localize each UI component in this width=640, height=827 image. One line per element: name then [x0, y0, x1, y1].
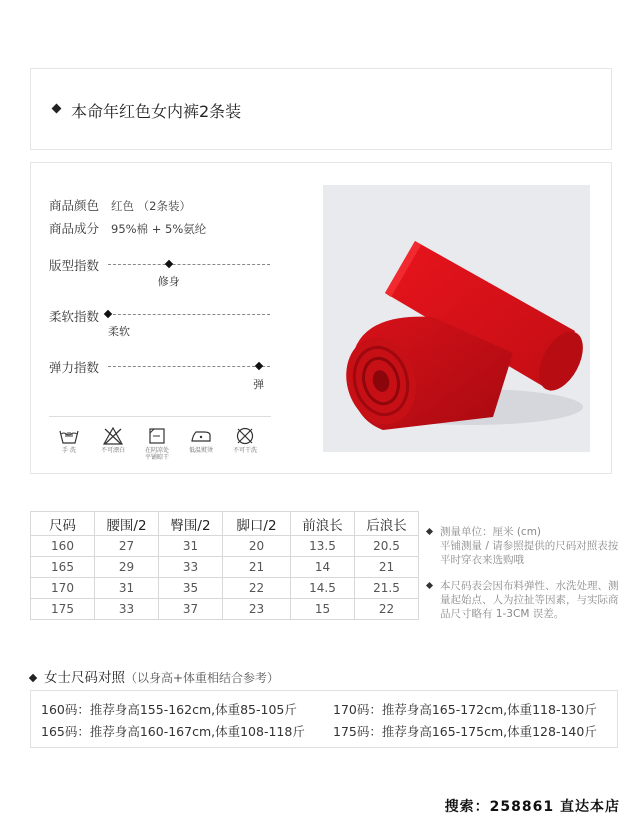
table-cell: 21	[355, 557, 419, 578]
attribute-value: 95%棉 + 5%氨纶	[111, 222, 207, 236]
meter-value-fit: 修身	[157, 275, 180, 288]
table-cell: 27	[95, 536, 159, 557]
size-reference-subtitle: （以身高+体重相结合参考）	[125, 671, 280, 685]
meter-track-softness	[108, 314, 270, 315]
meter-value-elasticity: 弹	[253, 378, 265, 391]
table-cell: 21.5	[355, 578, 419, 599]
table-row	[31, 578, 419, 599]
product-title: 本命年红色女内裤2条装	[71, 102, 242, 121]
size-chart-table	[30, 511, 419, 620]
size-reference-item: 170码：推荐身高165-172cm,体重118-130斤	[333, 702, 597, 717]
table-row	[31, 557, 419, 578]
table-cell: 160	[31, 536, 95, 557]
table-cell: 14	[291, 557, 355, 578]
attribute-value: 红色 （2条装）	[111, 199, 191, 213]
care-label: 不可干洗	[232, 447, 257, 454]
table-cell: 175	[31, 599, 95, 620]
care-label: 低温熨烫	[188, 447, 213, 454]
note-text: 本尺码表会因布料弹性、水洗处理、测量起始点、人为拉扯等因素，与实际商品尺寸略有 1-3CM 误差。	[440, 580, 619, 620]
size-reference-item: 160码：推荐身高155-162cm,体重85-105斤	[41, 702, 297, 717]
meter-value-softness: 柔软	[108, 325, 130, 338]
size-reference-title: 女士尺码对照	[44, 670, 125, 686]
care-item	[225, 427, 265, 454]
care-label: 不可漂白	[100, 447, 125, 454]
column-header: 后浪长	[355, 512, 419, 536]
care-label: 在阴凉处 平铺晾干	[144, 447, 169, 461]
size-reference-item: 175码：推荐身高165-175cm,体重128-140斤	[333, 724, 597, 739]
bullet-diamond-icon	[52, 104, 62, 114]
table-cell: 33	[159, 557, 223, 578]
table-cell: 22	[223, 578, 291, 599]
product-title-panel	[30, 68, 612, 150]
table-cell: 21	[223, 557, 291, 578]
care-item	[93, 427, 133, 454]
table-cell: 29	[95, 557, 159, 578]
attribute-composition	[49, 219, 206, 237]
table-cell: 33	[95, 599, 159, 620]
table-cell: 165	[31, 557, 95, 578]
meter-label-softness: 柔软指数	[49, 309, 100, 324]
attribute-color	[49, 196, 191, 214]
column-header: 尺码	[31, 512, 95, 536]
care-label: 手 洗	[62, 447, 76, 454]
table-header-row	[31, 512, 419, 536]
no-bleach-icon	[102, 427, 124, 445]
table-cell: 22	[355, 599, 419, 620]
attribute-label: 商品成分	[49, 221, 100, 236]
note-text: 测量单位：厘米 (cm) 平铺测量 / 请参照提供的尺码对照表按平时穿衣来选购哦	[440, 526, 619, 566]
table-cell: 31	[95, 578, 159, 599]
low-iron-icon	[190, 427, 212, 445]
meter-track-elasticity	[108, 366, 270, 367]
table-cell: 35	[159, 578, 223, 599]
tolerance-note	[428, 579, 620, 621]
table-row	[31, 536, 419, 557]
table-cell: 14.5	[291, 578, 355, 599]
measurement-note	[428, 525, 620, 567]
table-cell: 20	[223, 536, 291, 557]
meter-marker-softness	[104, 310, 112, 318]
line-dry-icon	[146, 427, 168, 445]
attribute-label: 商品颜色	[49, 198, 100, 213]
table-cell: 170	[31, 578, 95, 599]
meter-marker-fit	[165, 260, 173, 268]
meter-marker-elasticity	[254, 362, 262, 370]
table-cell: 23	[223, 599, 291, 620]
table-cell: 15	[291, 599, 355, 620]
size-reference-panel	[30, 690, 618, 748]
column-header: 脚口/2	[223, 512, 291, 536]
size-reference-heading	[30, 666, 279, 686]
care-item	[137, 427, 177, 461]
red-underwear-rolls-image	[323, 185, 590, 452]
table-cell: 37	[159, 599, 223, 620]
meter-label-fit: 版型指数	[49, 258, 100, 273]
product-info-panel	[30, 162, 612, 474]
product-photo	[323, 185, 590, 452]
meter-track-fit	[108, 264, 270, 265]
table-cell: 13.5	[291, 536, 355, 557]
size-reference-item: 165码：推荐身高160-167cm,体重108-118斤	[41, 724, 305, 739]
care-item	[49, 427, 89, 454]
column-header: 腰围/2	[95, 512, 159, 536]
no-dry-clean-icon	[234, 427, 256, 445]
bullet-diamond-icon	[29, 674, 37, 682]
meter-label-elasticity: 弹力指数	[49, 360, 100, 375]
care-item	[181, 427, 221, 454]
hand-wash-icon	[58, 427, 80, 445]
column-header: 前浪长	[291, 512, 355, 536]
care-instructions	[49, 416, 271, 464]
store-search-footer: 搜索：258861 直达本店	[444, 799, 620, 815]
table-row	[31, 599, 419, 620]
table-cell: 20.5	[355, 536, 419, 557]
column-header: 臀围/2	[159, 512, 223, 536]
table-cell: 31	[159, 536, 223, 557]
